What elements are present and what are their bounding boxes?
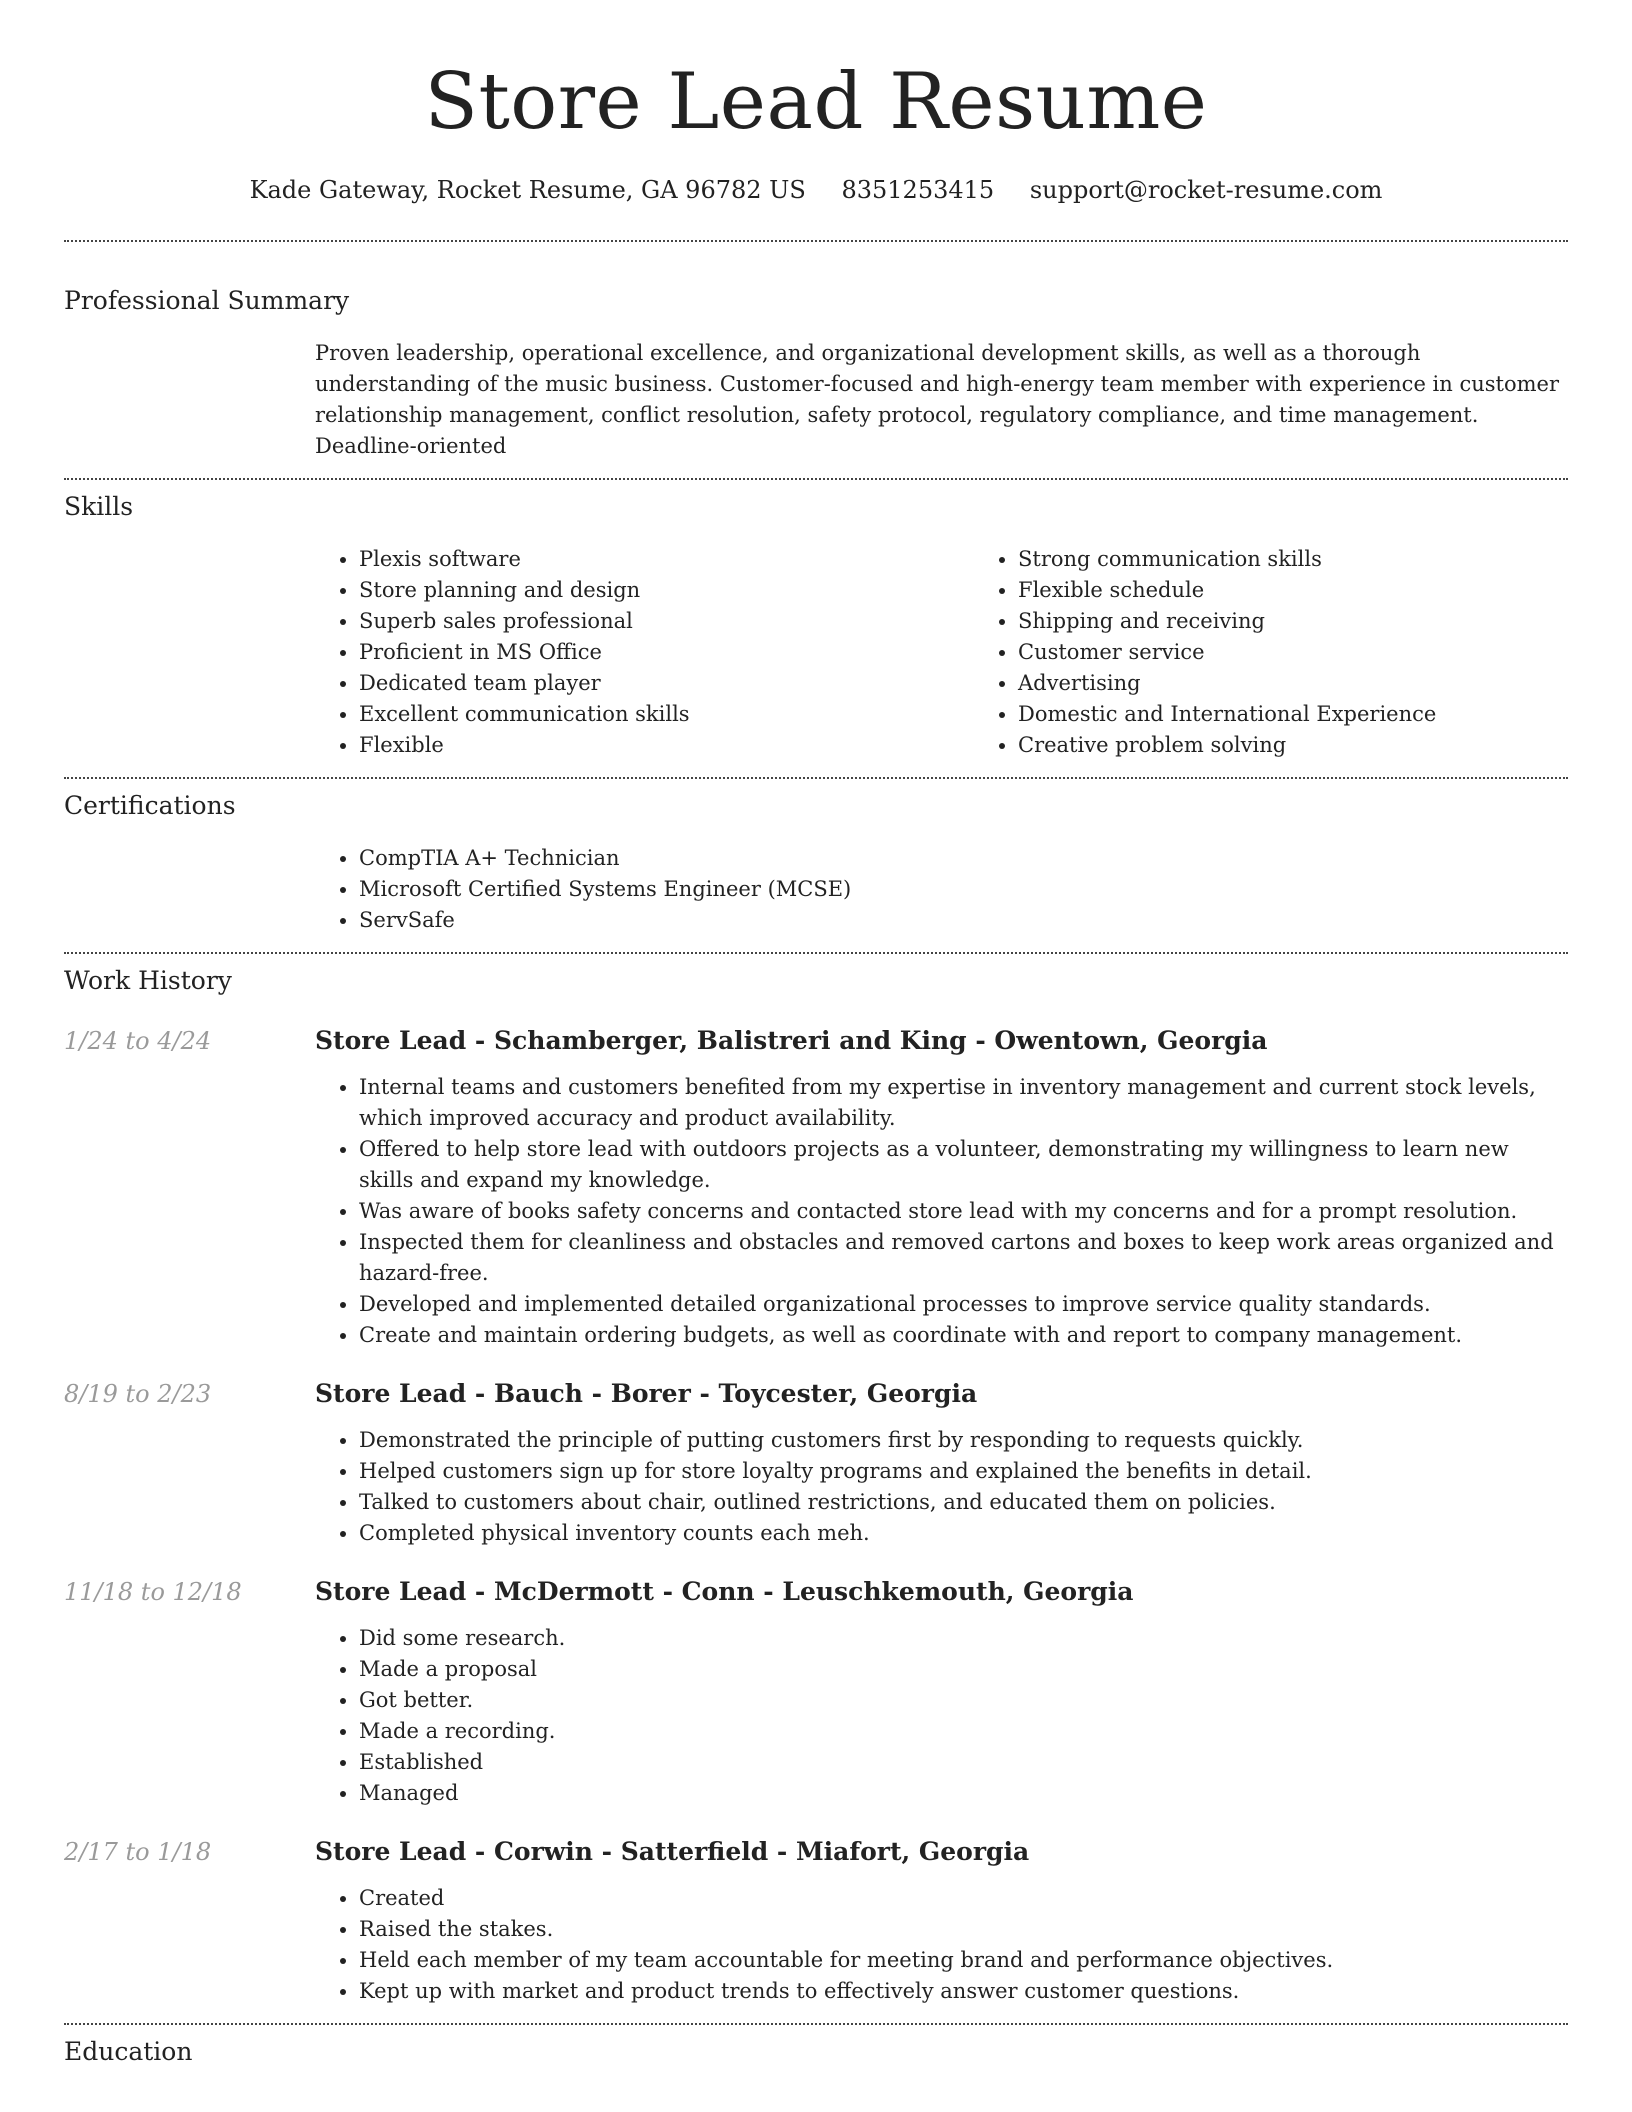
job-title: Store Lead - McDermott - Conn - Leuschkemouth, Georgia <box>315 1577 1134 1606</box>
list-item: • CompTIA A+ Technician <box>359 843 1568 874</box>
list-item: • Shipping and receiving <box>1018 606 1632 637</box>
job-bullets <box>315 1623 1568 1809</box>
job-entry <box>64 1835 1568 2007</box>
list-item: • Made a proposal <box>359 1654 1568 1685</box>
certifications-heading: Certifications <box>64 791 236 820</box>
list-item: • Internal teams and customers benefited from my expertise in inventory management and current stock levels, which improved accuracy and product availability. <box>359 1072 1568 1134</box>
list-item: • ServSafe <box>359 905 1568 936</box>
list-item: • Was aware of books safety concerns and contacted store lead with my concerns and for a prompt resolution. <box>359 1196 1568 1227</box>
job-dates: 8/19 to 2/23 <box>64 1380 212 1408</box>
summary-heading: Professional Summary <box>64 286 350 315</box>
list-item: • Proficient in MS Office <box>359 637 974 668</box>
skills-list-left <box>315 544 974 761</box>
list-item: • Inspected them for cleanliness and obstacles and removed cartons and boxes to keep work areas organized and hazard-free. <box>359 1227 1568 1289</box>
job-entry <box>64 1377 1568 1549</box>
list-item: • Helped customers sign up for store loyalty programs and explained the benefits in detail. <box>359 1456 1568 1487</box>
list-item: • Offered to help store lead with outdoors projects as a volunteer, demonstrating my willingness to learn new skills and expand my knowledge. <box>359 1134 1568 1196</box>
contact-line <box>64 174 1568 206</box>
resume-page <box>64 0 1568 2069</box>
job-title: Store Lead - Corwin - Satterfield - Miafort, Georgia <box>315 1837 1030 1866</box>
list-item: • Created <box>359 1883 1568 1914</box>
list-item: • Creative problem solving <box>1018 730 1632 761</box>
certifications-section <box>64 779 1568 936</box>
list-item: • Flexible <box>359 730 974 761</box>
list-item: • Managed <box>359 1778 1568 1809</box>
list-item: • Create and maintain ordering budgets, as well as coordinate with and report to company management. <box>359 1320 1568 1351</box>
job-dates: 11/18 to 12/18 <box>64 1578 242 1606</box>
contact-phone: 8351253415 <box>841 176 995 204</box>
work-history-section <box>64 954 1568 2007</box>
list-item: • Advertising <box>1018 668 1632 699</box>
job-bullets <box>315 1883 1568 2007</box>
job-dates: 2/17 to 1/18 <box>64 1838 212 1866</box>
list-item: • Excellent communication skills <box>359 699 974 730</box>
list-item: • Microsoft Certified Systems Engineer (MCSE) <box>359 874 1568 905</box>
summary-text: Proven leadership, operational excellence, and organizational development skills, as well as a thorough understanding of the music business. Customer-focused and high-energy team member with experience in customer relationship management, conflict resolution, safety protocol, regulatory compliance, and time management. Deadline-oriented <box>315 341 1559 458</box>
skills-list-right <box>974 544 1632 761</box>
list-item: • Talked to customers about chair, outlined restrictions, and educated them on policies. <box>359 1487 1568 1518</box>
resume-title: Store Lead Resume <box>424 57 1208 147</box>
list-item: • Flexible schedule <box>1018 575 1632 606</box>
list-item: • Developed and implemented detailed organizational processes to improve service quality standards. <box>359 1289 1568 1320</box>
list-item: • Made a recording. <box>359 1716 1568 1747</box>
list-item: • Plexis software <box>359 544 974 575</box>
list-item: • Demonstrated the principle of putting customers first by responding to requests quickly. <box>359 1425 1568 1456</box>
list-item: • Dedicated team player <box>359 668 974 699</box>
contact-address: Kade Gateway, Rocket Resume, GA 96782 US <box>249 176 806 204</box>
summary-section <box>64 242 1568 462</box>
skills-heading: Skills <box>64 492 134 521</box>
skills-section <box>64 480 1568 761</box>
list-item: • Raised the stakes. <box>359 1914 1568 1945</box>
list-item: • Superb sales professional <box>359 606 974 637</box>
work-history-heading: Work History <box>64 966 232 995</box>
list-item: • Customer service <box>1018 637 1632 668</box>
list-item: • Got better. <box>359 1685 1568 1716</box>
list-item: • Established <box>359 1747 1568 1778</box>
list-item: • Kept up with market and product trends to effectively answer customer questions. <box>359 1976 1568 2007</box>
list-item: • Did some research. <box>359 1623 1568 1654</box>
job-bullets <box>315 1425 1568 1549</box>
job-entry <box>64 1024 1568 1351</box>
list-item: • Domestic and International Experience <box>1018 699 1632 730</box>
job-entry <box>64 1575 1568 1809</box>
list-item: • Held each member of my team accountable for meeting brand and performance objectives. <box>359 1945 1568 1976</box>
education-section <box>64 2025 1568 2069</box>
certifications-list <box>315 843 1568 936</box>
list-item: • Strong communication skills <box>1018 544 1632 575</box>
contact-email: support@rocket-resume.com <box>1029 176 1383 204</box>
list-item: • Completed physical inventory counts each meh. <box>359 1518 1568 1549</box>
job-dates: 1/24 to 4/24 <box>64 1027 212 1055</box>
education-heading: Education <box>64 2037 193 2066</box>
job-bullets <box>315 1072 1568 1351</box>
list-item: • Store planning and design <box>359 575 974 606</box>
job-title: Store Lead - Schamberger, Balistreri and King - Owentown, Georgia <box>315 1026 1268 1055</box>
job-title: Store Lead - Bauch - Borer - Toycester, Georgia <box>315 1379 978 1408</box>
